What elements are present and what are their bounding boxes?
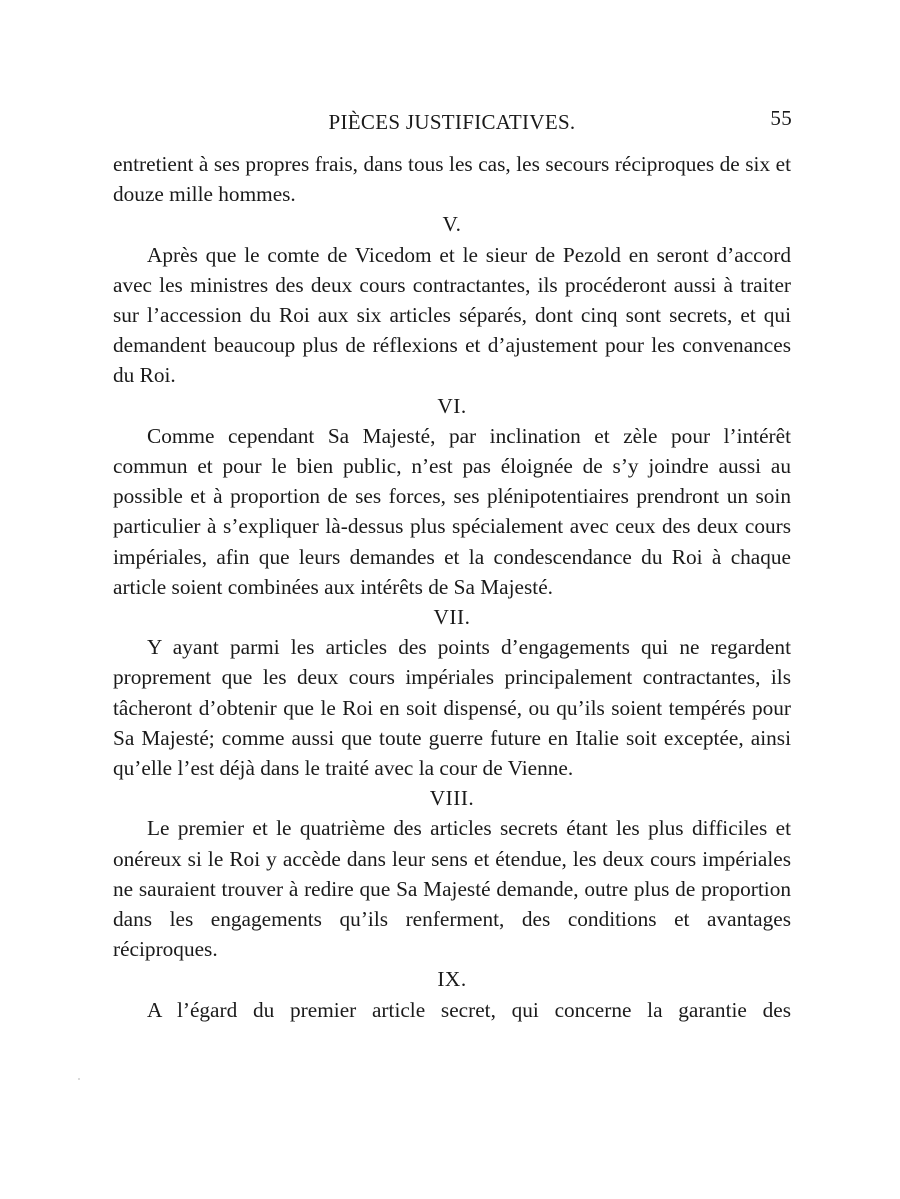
section-paragraph-v: Après que le comte de Vicedom et le sieur de Pezold en seront d’accord avec les ministres des deux cours contractantes, ils procéderont aussi à traiter sur l’accession du Roi aux six articles séparés, dont cinq sont secrets, et qui demandent beaucoup plus de réflexions et d’ajustement pour les convenances du Roi. <box>113 242 791 388</box>
section-heading-v: V. <box>442 212 462 237</box>
section-heading-vii: VII. <box>433 605 471 630</box>
section-paragraph-vi: Comme cependant Sa Majesté, par inclination et zèle pour l’intérêt commun et pour le bien public, n’est pas éloignée de s’y joindre aussi au possible et à proportion de ses forces, ses plénipotentiaires prendront un soin particulier à s’expliquer là-dessus plus spécialement avec ceux des deux cours impériales, afin que leurs demandes et la condescendance du Roi à chaque article soient combinées aux intérêts de Sa Majesté. <box>113 423 791 599</box>
section-paragraph-viii: Le premier et le quatrième des articles secrets étant les plus difficiles et onéreux si le Roi y accède dans leur sens et étendue, les deux cours impériales ne sauraient trouver à redire que Sa Majesté demande, outre plus de proportion dans les engagements qu’ils renferment, des conditions et avantages réciproques. <box>113 816 791 962</box>
paper-speck <box>78 1078 80 1080</box>
continuation-paragraph: entretient à ses propres frais, dans tous les cas, les secours réciproques de six et douze mille hommes. <box>113 152 791 207</box>
section-heading-vi: VI. <box>437 393 467 418</box>
section-heading-ix: IX. <box>437 967 467 992</box>
running-title: PIÈCES JUSTIFICATIVES. <box>328 110 576 134</box>
body-text <box>113 149 791 1025</box>
section-paragraph-vii: Y ayant parmi les articles des points d’engagements qui ne regardent proprement que les deux cours impériales principalement contractantes, ils tâcheront d’obtenir que le Roi en soit dispensé, ou qu’ils soient tempérés pour Sa Majesté; comme aussi que toute guerre future en Italie soit exceptée, ainsi qu’elle l’est déjà dans le traité avec la cour de Vienne. <box>113 635 791 781</box>
section-heading-viii: VIII. <box>429 786 475 811</box>
page-number: 55 <box>770 106 792 130</box>
running-head <box>112 104 792 138</box>
section-paragraph-ix: A l’égard du premier article secret, qui concerne la garantie des <box>147 997 791 1022</box>
